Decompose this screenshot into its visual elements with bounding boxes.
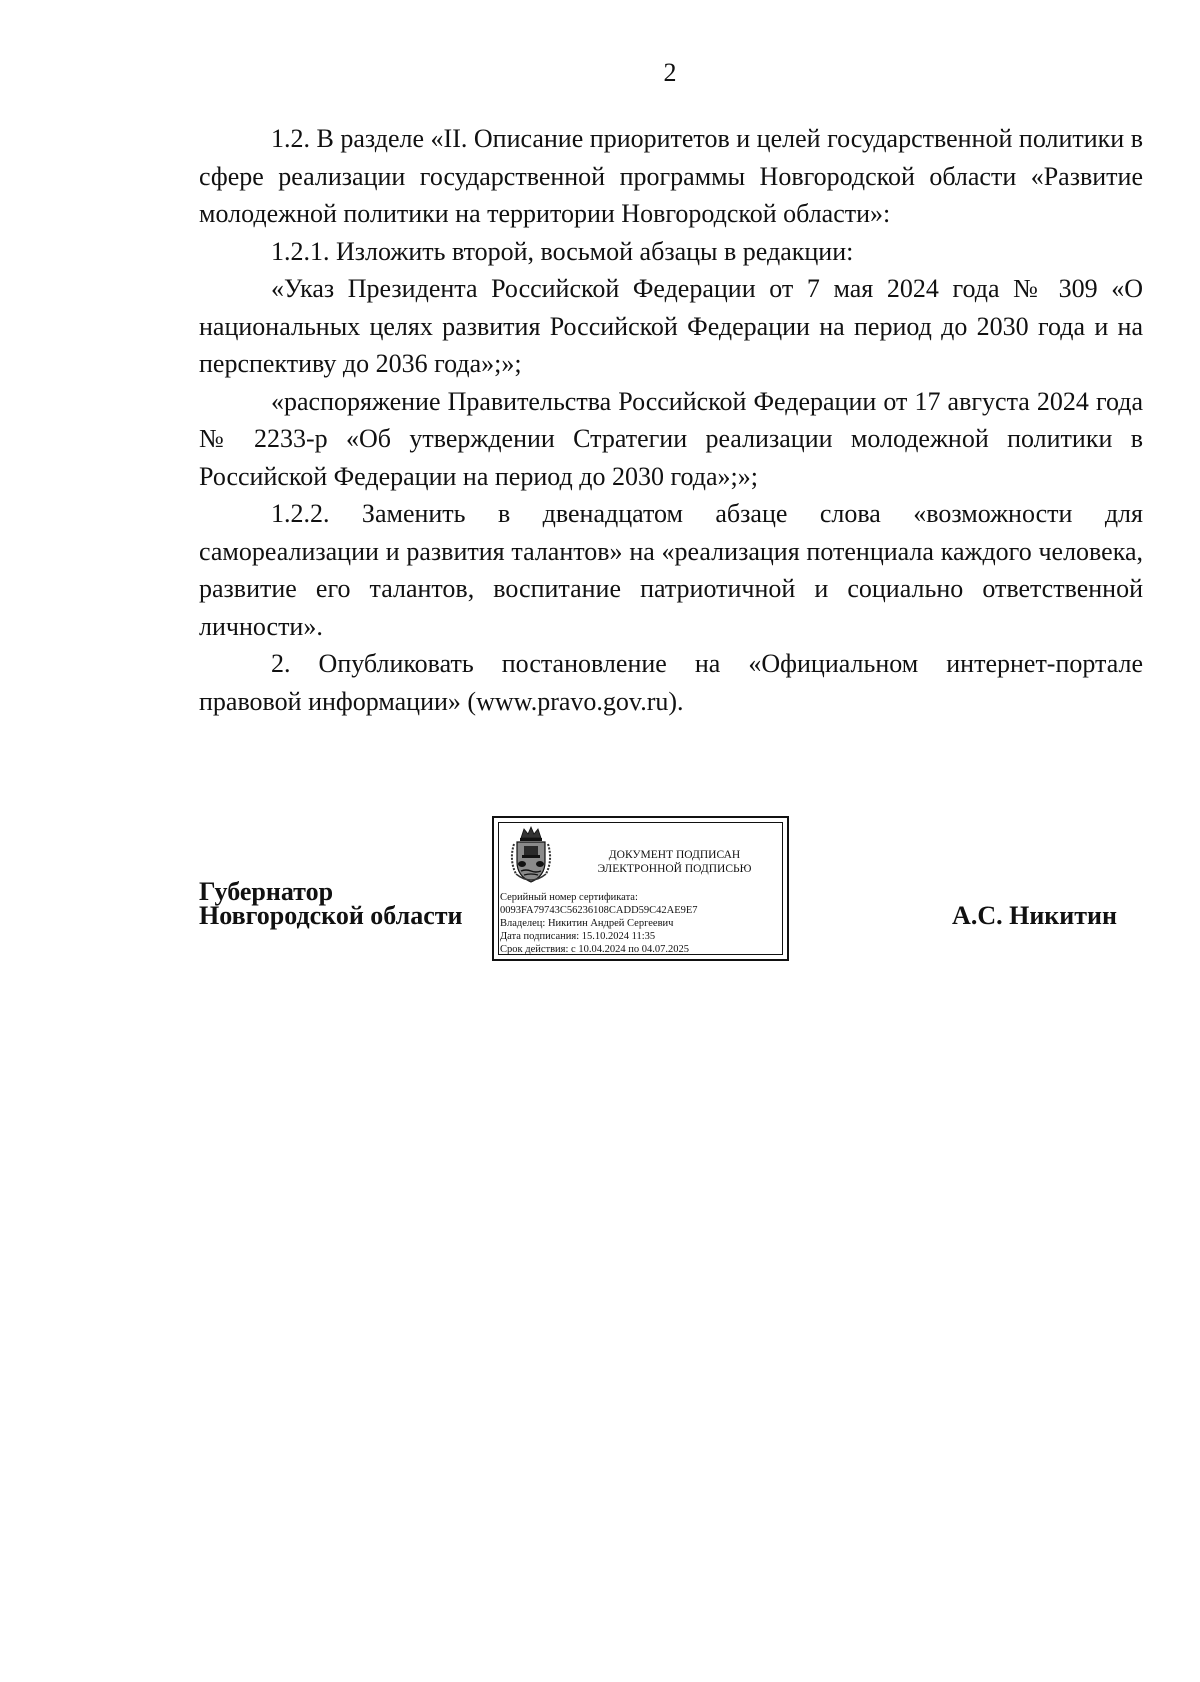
- stamp-heading-line1: ДОКУМЕНТ ПОДПИСАН: [608, 849, 741, 861]
- signer-name: А.С. Никитин: [952, 901, 1117, 930]
- document-body: [199, 120, 1143, 720]
- stamp-heading-line2: ЭЛЕКТРОННОЙ ПОДПИСЬЮ: [597, 863, 752, 875]
- page-number: 2: [663, 58, 677, 87]
- signing-date: Дата подписания: 15.10.2024 11:35: [500, 931, 656, 942]
- paragraph-1-2: 1.2. В разделе «II. Описание приоритетов и целей государственной политики в сфере реализации государственной программы Новгородской области «Развитие молодежной политики на территории Новгородской области»:: [199, 124, 1143, 228]
- signer-title: [199, 877, 463, 930]
- signer-title-line2: Новгородской области: [199, 901, 463, 930]
- certificate-owner: Владелец: Никитин Андрей Сергеевич: [500, 918, 674, 929]
- novgorod-coat-of-arms-icon: [504, 824, 558, 886]
- paragraph-order-quote: «распоряжение Правительства Российской Федерации от 17 августа 2024 года № 2233-р «Об утверждении Стратегии реализации молодежной политики в Российской Федерации на период до 2030 года»;»;: [199, 386, 1143, 491]
- certificate-validity: Срок действия: с 10.04.2024 по 04.07.2025: [500, 944, 689, 955]
- stamp-details: [500, 891, 783, 956]
- signature-block: [199, 816, 1143, 966]
- certificate-serial-value: 0093FA79743C56236108CADD59C42AE9E7: [500, 905, 698, 916]
- certificate-serial-label: Серийный номер сертификата:: [500, 892, 638, 903]
- paragraph-1-2-2: 1.2.2. Заменить в двенадцатом абзаце слова «возможности для самореализации и развития талантов» на «реализация потенциала каждого человека, развитие его талантов, воспитание патриотичной и социально ответственной личности».: [199, 499, 1143, 641]
- paragraph-1-2-1: 1.2.1. Изложить второй, восьмой абзацы в редакции:: [271, 236, 854, 266]
- stamp-heading: [568, 848, 781, 876]
- signer-title-line1: Губернатор: [199, 877, 334, 906]
- paragraph-2-publish: 2. Опубликовать постановление на «Официальном интернет-портале правовой информации» (www.pravo.gov.ru).: [199, 649, 1143, 716]
- paragraph-decree-quote: «Указ Президента Российской Федерации от 7 мая 2024 года № 309 «О национальных целях развития Российской Федерации на период до 2030 года и на перспективу до 2036 года»;»;: [199, 274, 1143, 378]
- electronic-signature-stamp: [492, 816, 789, 961]
